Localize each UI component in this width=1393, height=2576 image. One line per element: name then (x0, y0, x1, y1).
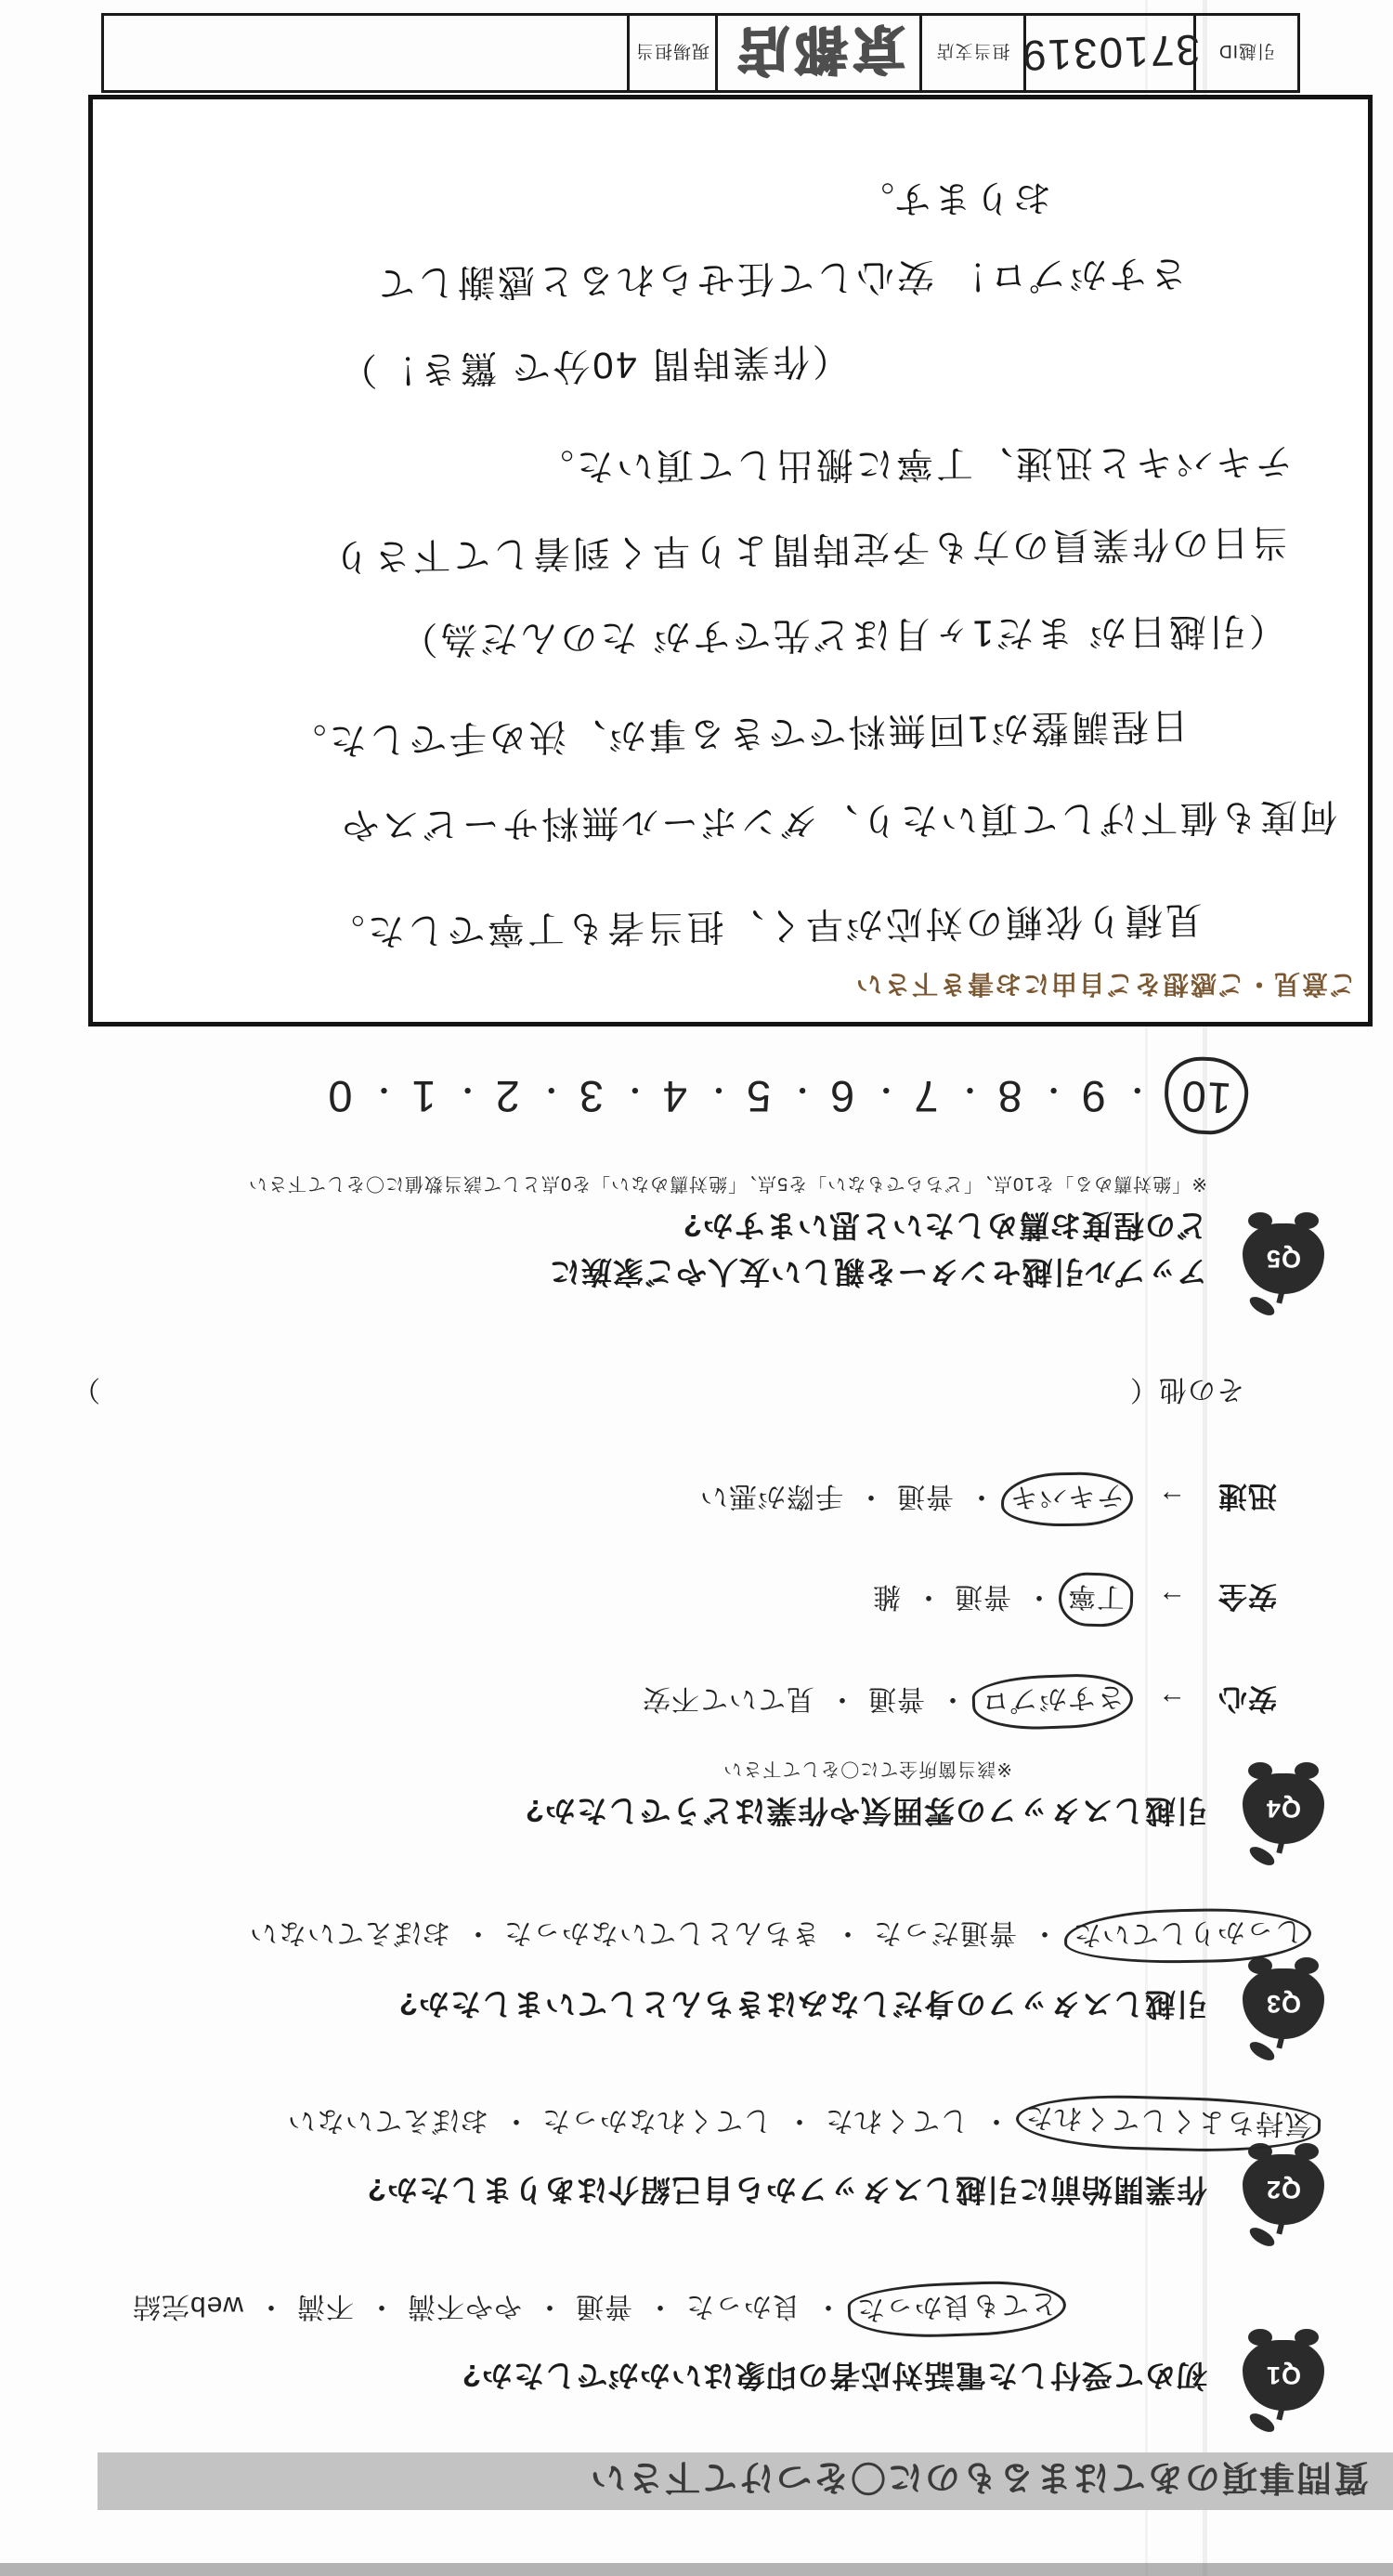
mascot-foot (1295, 1762, 1319, 1779)
nps-value: ・ 6 (824, 1067, 907, 1123)
handwritten-line: おります。 (853, 177, 1052, 219)
q2-badge-label: Q2 (1265, 2176, 1302, 2204)
nps-value: ・ 0 (321, 1067, 405, 1123)
q4-option: ・ 普通 (948, 1576, 1059, 1624)
branch-stamp-cell (715, 16, 919, 90)
q1-option: ・ やや不満 (401, 2285, 569, 2334)
q1-option: ・ 不満 (291, 2285, 401, 2334)
mascot-foot (1248, 1762, 1272, 1779)
q5-title-line2: どの程度お薦めしたいと思いますか? (682, 1209, 1207, 1243)
move-id-label: 引越ID (1193, 16, 1297, 90)
q3-option: ・ おぼえていない (243, 1912, 498, 1960)
q1-option-selected: とても良かった (847, 2279, 1067, 2340)
q4-option: ・ 普通 (891, 1475, 1001, 1523)
nps-value: ・ 2 (489, 1067, 573, 1123)
q2-badge-icon (1241, 2147, 1326, 2243)
site-manager-value-cell (104, 16, 627, 90)
nps-value: ・ 4 (657, 1067, 740, 1123)
q4-row-label: 迅速 (1217, 1480, 1277, 1513)
nps-value: ・ 9 (1075, 1067, 1159, 1123)
q3-option: ・ きちんとしていなかった (498, 1912, 867, 1960)
q4-row-options (636, 1675, 1133, 1729)
branch-label: 担当支店 (919, 16, 1023, 90)
q3-option: ・ 普通だった (867, 1912, 1064, 1960)
q4-row-jinsoku (694, 1472, 1277, 1526)
q1-badge-icon (1241, 2333, 1326, 2429)
nps-value: ・ 3 (573, 1067, 657, 1123)
leaf-icon (1247, 1843, 1278, 1869)
q4-option-selected: さすがプロ (971, 1672, 1134, 1732)
header-table (101, 13, 1300, 93)
handwritten-line: 見積り依頼の対応が早く、担当者も丁寧でした。 (324, 898, 1204, 952)
nps-value: ・ 7 (907, 1067, 991, 1123)
q4-option: ・ 手際が悪い (694, 1475, 891, 1523)
q1-option: ・ 普通 (569, 2285, 680, 2334)
handwritten-line: 日程調整が1回無料でできる事が、決め手でした。 (286, 704, 1190, 762)
scan-edge-strip (0, 2563, 1393, 2576)
handwritten-line: （引越日が まだ1ヶ月ほど先ですが たのんだ為） (397, 608, 1287, 660)
mascot-foot (1295, 1212, 1319, 1229)
q1-badge-label: Q1 (1265, 2361, 1302, 2390)
q2-option: ・ おぼえていない (281, 2099, 536, 2148)
comment-box-label: ご意見・ご感想をご自由にお書き下さい (853, 970, 1356, 999)
nps-value: ・ 1 (405, 1067, 488, 1123)
q3-title: 引越しスタッフの身だしなみはきちんとしていましたか? (397, 1987, 1207, 2021)
q2-options (281, 2097, 1321, 2151)
mascot-body (1243, 1223, 1324, 1294)
instructions-text: 質問事項のあてはまるものに〇をつけて下さい (588, 2457, 1369, 2497)
q4-option-selected: テキパキ (1001, 1471, 1134, 1527)
q2-title: 作業開始前に引越しスタッフから自己紹介はありましたか? (366, 2173, 1207, 2207)
q3-badge-label: Q3 (1265, 1990, 1302, 2019)
q1-option: ・ 良かった (680, 2285, 848, 2334)
q2-option: ・ してくれた (819, 2099, 1016, 2148)
q4-option: ・ 見ていて不安 (636, 1678, 862, 1726)
q3-options (243, 1909, 1311, 1963)
q4-row-label: 安全 (1217, 1580, 1277, 1614)
q1-title: 初めて受付した電話対応者の印象はいかがでしたか? (461, 2359, 1207, 2393)
q1-options (126, 2282, 1066, 2336)
arrow-icon: → (1157, 1585, 1186, 1615)
nps-value-selected: 10 (1163, 1055, 1251, 1137)
leaf-icon (1247, 2410, 1278, 2436)
q4-title: 引越しスタッフの雰囲気や作業はどうでしたか? (524, 1794, 1207, 1828)
mascot-foot (1295, 2329, 1319, 2346)
arrow-icon: → (1157, 1484, 1186, 1515)
q4-row-options (694, 1472, 1133, 1526)
move-id-handwritten: 3710319 (1019, 25, 1201, 81)
nps-value: ・ 8 (991, 1067, 1074, 1123)
nps-scale (321, 1055, 1254, 1136)
q5-badge-icon (1241, 1216, 1326, 1313)
move-id-value (1019, 16, 1201, 90)
mascot-body (1243, 2340, 1324, 2411)
handwritten-line: さすがプロ！ 安心して任せられると感謝して (374, 252, 1188, 304)
q4-note: ※該当箇所全てに〇をして下さい (723, 1759, 1012, 1779)
q4-option: ・ 普通 (862, 1678, 972, 1726)
q4-other-close-paren: ） (72, 1374, 100, 1405)
q3-badge-icon (1241, 1961, 1326, 2058)
handwritten-line: テキパキと迅速、丁寧に搬出して頂いた。 (533, 440, 1294, 487)
mascot-body (1243, 1773, 1324, 1844)
leaf-icon (1247, 2038, 1278, 2064)
mascot-foot (1248, 1212, 1272, 1229)
q4-option-selected: 丁寧 (1058, 1572, 1133, 1628)
arrow-icon: → (1157, 1687, 1186, 1718)
handwritten-line: 何度も値下げして頂いたり、ダンボール無料サービスや (339, 795, 1338, 845)
q4-row-label: 安心 (1217, 1682, 1277, 1716)
leaf-icon (1247, 1293, 1278, 1319)
q4-row-options (866, 1573, 1133, 1627)
q5-note: ※「絶対薦める」を10点、「どちらでもない」を5点、「絶対薦めない」を0点として該当数値に〇をして下さい (247, 1173, 1207, 1194)
q5-badge-label: Q5 (1265, 1245, 1302, 1274)
q1-option: ・ web完結 (126, 2285, 291, 2334)
instructions-bar (98, 2452, 1393, 2510)
q2-option: ・ してくれなかった (536, 2099, 819, 2148)
mascot-body (1243, 1968, 1324, 2039)
q4-option: ・ 雑 (866, 1576, 948, 1624)
q4-badge-label: Q4 (1265, 1795, 1302, 1824)
site-manager-label: 現場担当 (627, 16, 715, 90)
handwritten-line: 当日の作業員の方も予定時間より早く到着して下さり (330, 520, 1290, 578)
mascot-foot (1248, 2329, 1272, 2346)
q4-row-anshin (636, 1675, 1277, 1729)
q5-title-line1: アップル引越センターを親しい友人やご家族に (548, 1255, 1207, 1289)
branch-stamp: 京都店 (731, 19, 905, 81)
handwritten-line: （作業時間 40分で 驚き！） (336, 339, 851, 391)
q2-option-selected: 気持ちよくしてくれた (1015, 2093, 1321, 2155)
mascot-body (1243, 2154, 1324, 2225)
leaf-icon (1247, 2224, 1278, 2250)
q3-option-selected: しっかりしていた (1064, 1907, 1312, 1966)
q4-badge-icon (1241, 1766, 1326, 1863)
q4-row-anzen (866, 1573, 1277, 1627)
q4-other-label: その他（ (1129, 1374, 1244, 1405)
nps-value: ・ 5 (740, 1067, 824, 1123)
